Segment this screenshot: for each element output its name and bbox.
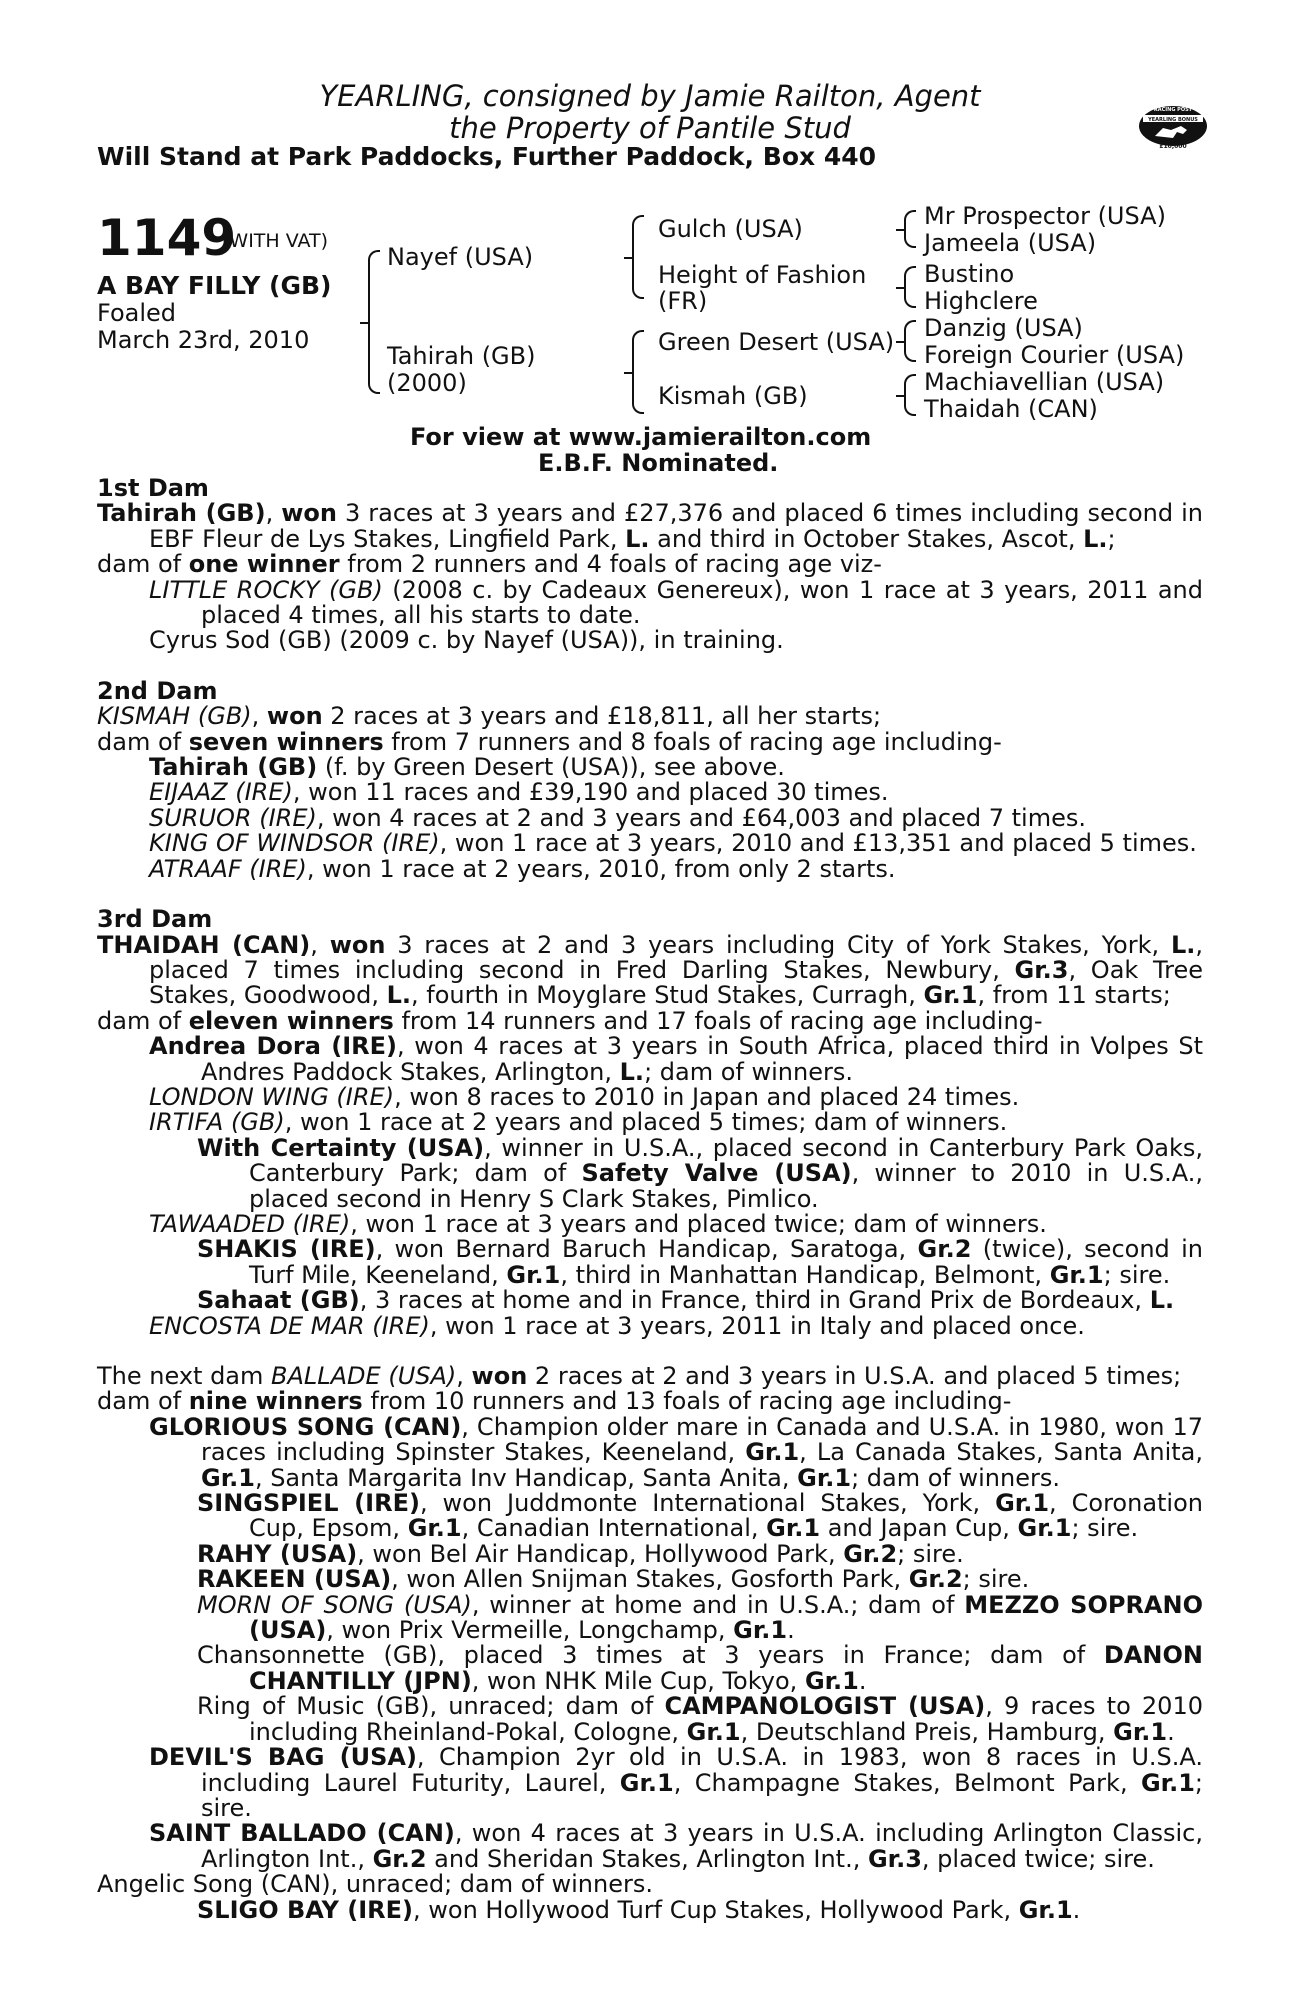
txt: Tahirah (GB) <box>149 753 318 782</box>
txt: , won 1 race at 3 years and placed twice; dam of winners. <box>350 1209 1047 1238</box>
txt: 3 races at 3 years and £27,376 and placed 6 times including second in EBF Fleur de Lys Stakes, Lingfield Park, <box>149 499 1203 553</box>
produce-entry <box>197 1590 1203 1645</box>
txt: Gr.1 <box>686 1717 741 1746</box>
txt: and Sheridan Stakes, Arlington Int., <box>426 1844 868 1873</box>
pedigree-g1: Mr Prospector (USA) <box>924 202 1166 230</box>
produce-record <box>97 476 1203 1923</box>
produce-entry <box>149 1311 1203 1340</box>
pedigree-brace <box>368 250 380 394</box>
txt: won <box>329 930 386 959</box>
badge-top-text: RACING POST <box>1153 107 1193 113</box>
txt: (twice), second in Turf Mile, Keeneland, <box>249 1235 1203 1289</box>
second-dam-produce <box>97 727 1203 756</box>
first-dam-entry <box>97 501 1203 552</box>
txt: , won Prix Vermeille, Longchamp, <box>326 1616 734 1645</box>
txt: 2 races at 3 years and £18,811, all her starts; <box>322 702 882 731</box>
spacer <box>97 1339 1203 1364</box>
lot-vat: (WITH VAT) <box>222 230 329 252</box>
txt: from 10 runners and 13 foals of racing age including- <box>362 1387 1012 1416</box>
txt: , won Juddmonte International Stakes, York, <box>419 1489 996 1518</box>
txt: L. <box>1149 1286 1175 1315</box>
txt: . <box>1072 1895 1081 1924</box>
txt: DANON CHANTILLY (JPN) <box>249 1641 1203 1695</box>
txt: 2 races at 2 and 3 years in U.S.A. and placed 5 times; <box>527 1362 1182 1390</box>
txt: ; <box>1107 524 1116 553</box>
txt: (f. by Green Desert (USA)), see above. <box>317 753 785 782</box>
txt: dam of <box>97 1387 189 1416</box>
txt: , La Canada Stakes, Santa Anita, <box>799 1438 1204 1467</box>
txt: dam of <box>97 550 189 579</box>
lot-title: A BAY FILLY (GB) <box>97 271 332 300</box>
second-dam-entry <box>97 704 1203 729</box>
third-dam-produce <box>97 1006 1203 1035</box>
txt: Gr.1 <box>506 1260 561 1289</box>
spacer <box>97 654 1203 679</box>
produce-entry <box>149 1209 1203 1238</box>
txt: one winner <box>188 550 340 579</box>
txt: KING OF WINDSOR (IRE) <box>149 829 440 858</box>
txt: won <box>266 702 323 731</box>
txt: , Champagne Stakes, Belmont Park, <box>673 1768 1141 1797</box>
txt: , won 11 races and £39,190 and placed 30 times. <box>292 778 889 807</box>
txt: seven winners <box>188 727 384 756</box>
txt: ; sire. <box>1103 1260 1171 1289</box>
txt: ; dam of winners. <box>644 1057 853 1086</box>
dam-name: Tahirah (GB) <box>97 499 266 528</box>
txt: ; dam of winners. <box>851 1463 1060 1492</box>
txt: , Santa Margarita Inv Handicap, Santa Anita, <box>254 1463 798 1492</box>
txt: L. <box>619 1057 645 1086</box>
txt: (2008 c. by Cadeaux Genereux), won 1 race at 3 years, 2011 and placed 4 times, all his starts to date. <box>201 575 1204 630</box>
txt: Gr.2 <box>372 1844 427 1873</box>
produce-entry <box>197 1567 1203 1592</box>
txt: SHAKIS (IRE) <box>197 1235 376 1264</box>
pedigree-brace <box>904 210 916 248</box>
txt: L. <box>1083 524 1108 553</box>
txt: , winner in U.S.A., placed second in Canterbury Park Oaks, Canterbury Park; dam of <box>249 1133 1203 1188</box>
txt: ATRAAF (IRE) <box>149 854 307 883</box>
txt: , Champion 2yr old in U.S.A. in 1983, won 8 races in U.S.A. including Laurel Futurity, Laurel, <box>201 1743 1204 1797</box>
txt: from 14 runners and 17 foals of racing age including- <box>393 1006 1043 1035</box>
pedigree-dam: Tahirah (GB) <box>387 342 536 370</box>
txt: Andrea Dora (IRE) <box>149 1032 398 1061</box>
first-dam-produce <box>97 552 1203 577</box>
txt: and Japan Cup, <box>820 1514 1018 1543</box>
txt: ; sire. <box>1071 1514 1139 1543</box>
txt: CAMPANOLOGIST (USA) <box>664 1692 986 1721</box>
txt: Gr.1 <box>619 1768 674 1797</box>
next-dam-entry <box>97 1364 1203 1389</box>
third-dam-heading: 3rd Dam <box>97 905 213 934</box>
txt: , won Hollywood Turf Cup Stakes, Hollywood Park, <box>413 1895 1019 1924</box>
spacer <box>97 882 1203 907</box>
txt: , won Bernard Baruch Handicap, Saratoga, <box>375 1235 918 1264</box>
next-dam-produce <box>97 1389 1203 1414</box>
txt: . <box>1167 1717 1175 1746</box>
txt: L. <box>625 524 650 553</box>
txt: from 2 runners and 4 foals of racing age viz- <box>339 550 882 579</box>
txt: Gr.2 <box>908 1565 963 1594</box>
txt: , won 1 race at 2 years, 2010, from only 2 starts. <box>306 854 896 883</box>
txt: , winner to 2010 in U.S.A., placed second in Henry S Clark Stakes, Pimlico. <box>249 1159 1204 1213</box>
txt: , placed 7 times including second in Fred Darling Stakes, Newbury, <box>149 930 1203 984</box>
txt: KISMAH (GB) <box>97 702 252 731</box>
pedigree-sire-dam: Height of Fashion <box>658 261 867 289</box>
txt: Gr.1 <box>1017 1514 1072 1543</box>
produce-entry <box>149 1412 1204 1492</box>
txt: from 7 runners and 8 foals of racing age including- <box>383 727 1002 756</box>
produce-entry <box>149 575 1204 630</box>
pedigree-g3: Bustino <box>924 260 1015 288</box>
pedigree-brace <box>632 215 644 299</box>
produce-entry <box>197 1539 1203 1568</box>
txt: THAIDAH (CAN) <box>97 930 311 959</box>
txt: LITTLE ROCKY (GB) <box>149 575 383 604</box>
txt: DEVIL'S BAG (USA) <box>149 1743 417 1772</box>
txt: MEZZO SOPRANO (USA) <box>249 1590 1203 1645</box>
txt: ; sire. <box>897 1539 964 1568</box>
txt: , Champion older mare in Canada and U.S.A. in 1980, won 17 races including Spinster Stakes, Keeneland, <box>201 1412 1203 1467</box>
txt: , won Allen Snijman Stakes, Gosforth Park, <box>391 1565 909 1594</box>
produce-entry <box>149 755 1203 780</box>
txt: Gr.1 <box>745 1438 800 1467</box>
produce-entry <box>197 1237 1203 1288</box>
txt: , Coronation Cup, Epsom, <box>249 1489 1203 1543</box>
ebf-nominated: E.B.F. Nominated. <box>538 449 779 477</box>
txt: , won Bel Air Handicap, Hollywood Park, <box>357 1539 844 1568</box>
third-dam-entry <box>97 930 1204 1010</box>
produce-entry <box>149 1745 1203 1821</box>
produce-entry <box>149 780 1203 805</box>
pedigree-dam-sire: Green Desert (USA) <box>658 328 895 356</box>
txt: The next dam <box>97 1362 272 1390</box>
txt: Gr.3 <box>1014 955 1069 984</box>
txt: Gr.2 <box>843 1539 898 1568</box>
txt: , 3 races at home and in France, third in Grand Prix de Bordeaux, <box>359 1286 1150 1315</box>
txt: , won 4 races at 3 years in South Africa, placed third in Volpes St Andres Paddock Stakes, Arlington, <box>201 1032 1203 1086</box>
txt: L. <box>1170 930 1196 959</box>
header-line-3: Will Stand at Park Paddocks, Further Paddock, Box 440 <box>97 142 877 171</box>
pedigree-g8: Thaidah (CAN) <box>924 395 1098 423</box>
txt: , won 4 races at 2 and 3 years and £64,003 and placed 7 times. <box>316 803 1086 832</box>
txt: ; sire. <box>962 1565 1030 1594</box>
txt: , from 11 starts; <box>977 981 1171 1010</box>
txt: Gr.1 <box>1113 1717 1168 1746</box>
txt: , Oak Tree Stakes, Goodwood, <box>149 955 1204 1010</box>
second-dam-heading: 2nd Dam <box>97 676 218 705</box>
txt: , third in Manhattan Handicap, Belmont, <box>560 1260 1050 1289</box>
txt: SAINT BALLADO (CAN) <box>149 1819 455 1848</box>
txt: Gr.1 <box>1049 1260 1104 1289</box>
txt: , 9 races to 2010 including Rheinland-Pokal, Cologne, <box>249 1692 1203 1746</box>
txt: BALLADE (USA) <box>271 1362 457 1390</box>
txt: Gr.3 <box>867 1844 922 1873</box>
txt: won <box>471 1362 528 1390</box>
produce-entry <box>197 1694 1203 1745</box>
txt: , Canadian International, <box>461 1514 767 1543</box>
txt: Gr.1 <box>797 1463 852 1492</box>
txt: TAWAADED (IRE) <box>149 1209 351 1238</box>
txt: , won 1 race at 3 years, 2011 in Italy and placed once. <box>429 1311 1085 1340</box>
txt: , winner at home and in U.S.A.; dam of <box>471 1590 965 1619</box>
produce-entry <box>149 1034 1203 1085</box>
produce-entry <box>149 1110 1203 1135</box>
txt: dam of <box>97 1006 189 1035</box>
txt: Ring of Music (GB), unraced; dam of <box>197 1692 665 1721</box>
pedigree-brace <box>904 320 916 362</box>
txt: , fourth in Moyglare Stud Stakes, Curragh, <box>411 981 924 1010</box>
txt: Gr.1 <box>766 1514 821 1543</box>
pedigree-brace <box>904 266 916 308</box>
txt: , placed twice; sire. <box>921 1844 1155 1873</box>
txt: , <box>456 1362 472 1390</box>
produce-entry <box>197 1643 1203 1694</box>
txt: GLORIOUS SONG (CAN) <box>149 1412 462 1441</box>
badge-amount-text: £10,000 <box>1159 143 1187 150</box>
pedigree-g2: Jameela (USA) <box>924 229 1097 257</box>
produce-entry <box>149 1821 1203 1872</box>
txt: RAKEEN (USA) <box>197 1565 392 1594</box>
txt: , won NHK Mile Cup, Tokyo, <box>471 1666 805 1695</box>
pedigree-dam-year: (2000) <box>387 369 467 397</box>
txt: and third in October Stakes, Ascot, <box>649 524 1084 553</box>
txt: , won 1 race at 3 years, 2010 and £13,351 and placed 5 times. <box>439 829 1197 858</box>
pedigree-g5: Danzig (USA) <box>924 314 1083 342</box>
produce-entry <box>197 1288 1203 1313</box>
yearling-bonus-badge <box>1137 100 1209 150</box>
txt: IRTIFA (GB) <box>149 1108 285 1137</box>
txt: , Deutschland Preis, Hamburg, <box>740 1717 1114 1746</box>
txt: LONDON WING (IRE) <box>149 1082 395 1111</box>
header-line-2: the Property of Pantile Stud <box>449 111 851 145</box>
txt: MORN OF SONG (USA) <box>197 1590 472 1619</box>
txt: Safety Valve (USA) <box>581 1159 852 1188</box>
pedigree-g4: Highclere <box>924 287 1038 315</box>
produce-entry: Angelic Song (CAN), unraced; dam of winners. <box>97 1870 653 1899</box>
pedigree-dam-dam: Kismah (GB) <box>658 382 808 410</box>
txt: Chansonnette (GB), placed 3 times at 3 years in France; dam of <box>197 1641 1104 1670</box>
txt: EIJAAZ (IRE) <box>149 778 293 807</box>
lot-foaled: Foaled <box>97 299 177 327</box>
txt: Sahaat (GB) <box>197 1286 360 1315</box>
pedigree-sire-dam-country: (FR) <box>658 287 708 315</box>
txt: , <box>251 702 267 731</box>
txt: SURUOR (IRE) <box>149 803 317 832</box>
view-link[interactable]: For view at www.jamierailton.com <box>410 423 872 451</box>
header-line-1: YEARLING, consigned by Jamie Railton, Agent <box>319 79 981 113</box>
txt: Gr.1 <box>804 1666 859 1695</box>
txt: , <box>265 499 282 528</box>
txt: RAHY (USA) <box>197 1539 358 1568</box>
produce-entry: Cyrus Sod (GB) (2009 c. by Nayef (USA)), in training. <box>149 626 784 655</box>
produce-entry <box>149 831 1203 856</box>
txt: Gr.1 <box>733 1616 788 1645</box>
txt: Gr.1 <box>201 1463 255 1492</box>
pedigree-brace <box>904 374 916 416</box>
pedigree-sire: Nayef (USA) <box>387 243 534 271</box>
produce-entry <box>149 803 1203 832</box>
txt: . <box>858 1666 867 1695</box>
txt: . <box>787 1616 795 1645</box>
txt: , won 8 races to 2010 in Japan and placed 24 times. <box>394 1082 1020 1111</box>
txt: Gr.1 <box>995 1489 1050 1518</box>
produce-entry <box>197 1491 1203 1542</box>
badge-mid-text: YEARLING BONUS <box>1148 117 1198 123</box>
txt: Gr.2 <box>917 1235 972 1264</box>
txt: Gr.1 <box>1140 1768 1195 1797</box>
txt: SINGSPIEL (IRE) <box>197 1489 420 1518</box>
txt: eleven winners <box>188 1006 394 1035</box>
lot-foaled-date: March 23rd, 2010 <box>97 326 310 354</box>
txt: SLIGO BAY (IRE) <box>197 1895 414 1924</box>
txt: Gr.1 <box>1018 1895 1073 1924</box>
txt: ENCOSTA DE MAR (IRE) <box>149 1311 430 1340</box>
txt: , won 1 race at 2 years and placed 5 times; dam of winners. <box>284 1108 1008 1137</box>
txt: dam of <box>97 727 189 756</box>
pedigree-sire-sire: Gulch (USA) <box>658 215 803 243</box>
txt: With Certainty (USA) <box>197 1133 485 1162</box>
produce-entry <box>197 1133 1204 1213</box>
produce-entry <box>149 1082 1203 1111</box>
txt: Gr.1 <box>923 981 978 1010</box>
txt: Gr.1 <box>407 1514 462 1543</box>
txt: , won 4 races at 3 years in U.S.A. including Arlington Classic, Arlington Int., <box>201 1819 1203 1873</box>
first-dam-heading: 1st Dam <box>97 474 209 502</box>
txt: won <box>281 499 337 528</box>
pedigree-brace <box>632 330 644 414</box>
txt: , <box>310 930 330 959</box>
txt: nine winners <box>188 1387 363 1416</box>
produce-entry <box>149 854 1203 883</box>
txt: ; sire. <box>201 1768 1204 1822</box>
txt: 3 races at 2 and 3 years including City of York Stakes, York, <box>385 930 1171 959</box>
lot-number: 1149 <box>97 209 237 267</box>
txt: L. <box>386 981 412 1010</box>
pedigree-g7: Machiavellian (USA) <box>924 368 1165 396</box>
pedigree-g6: Foreign Courier (USA) <box>924 341 1185 369</box>
produce-entry <box>197 1895 1203 1924</box>
